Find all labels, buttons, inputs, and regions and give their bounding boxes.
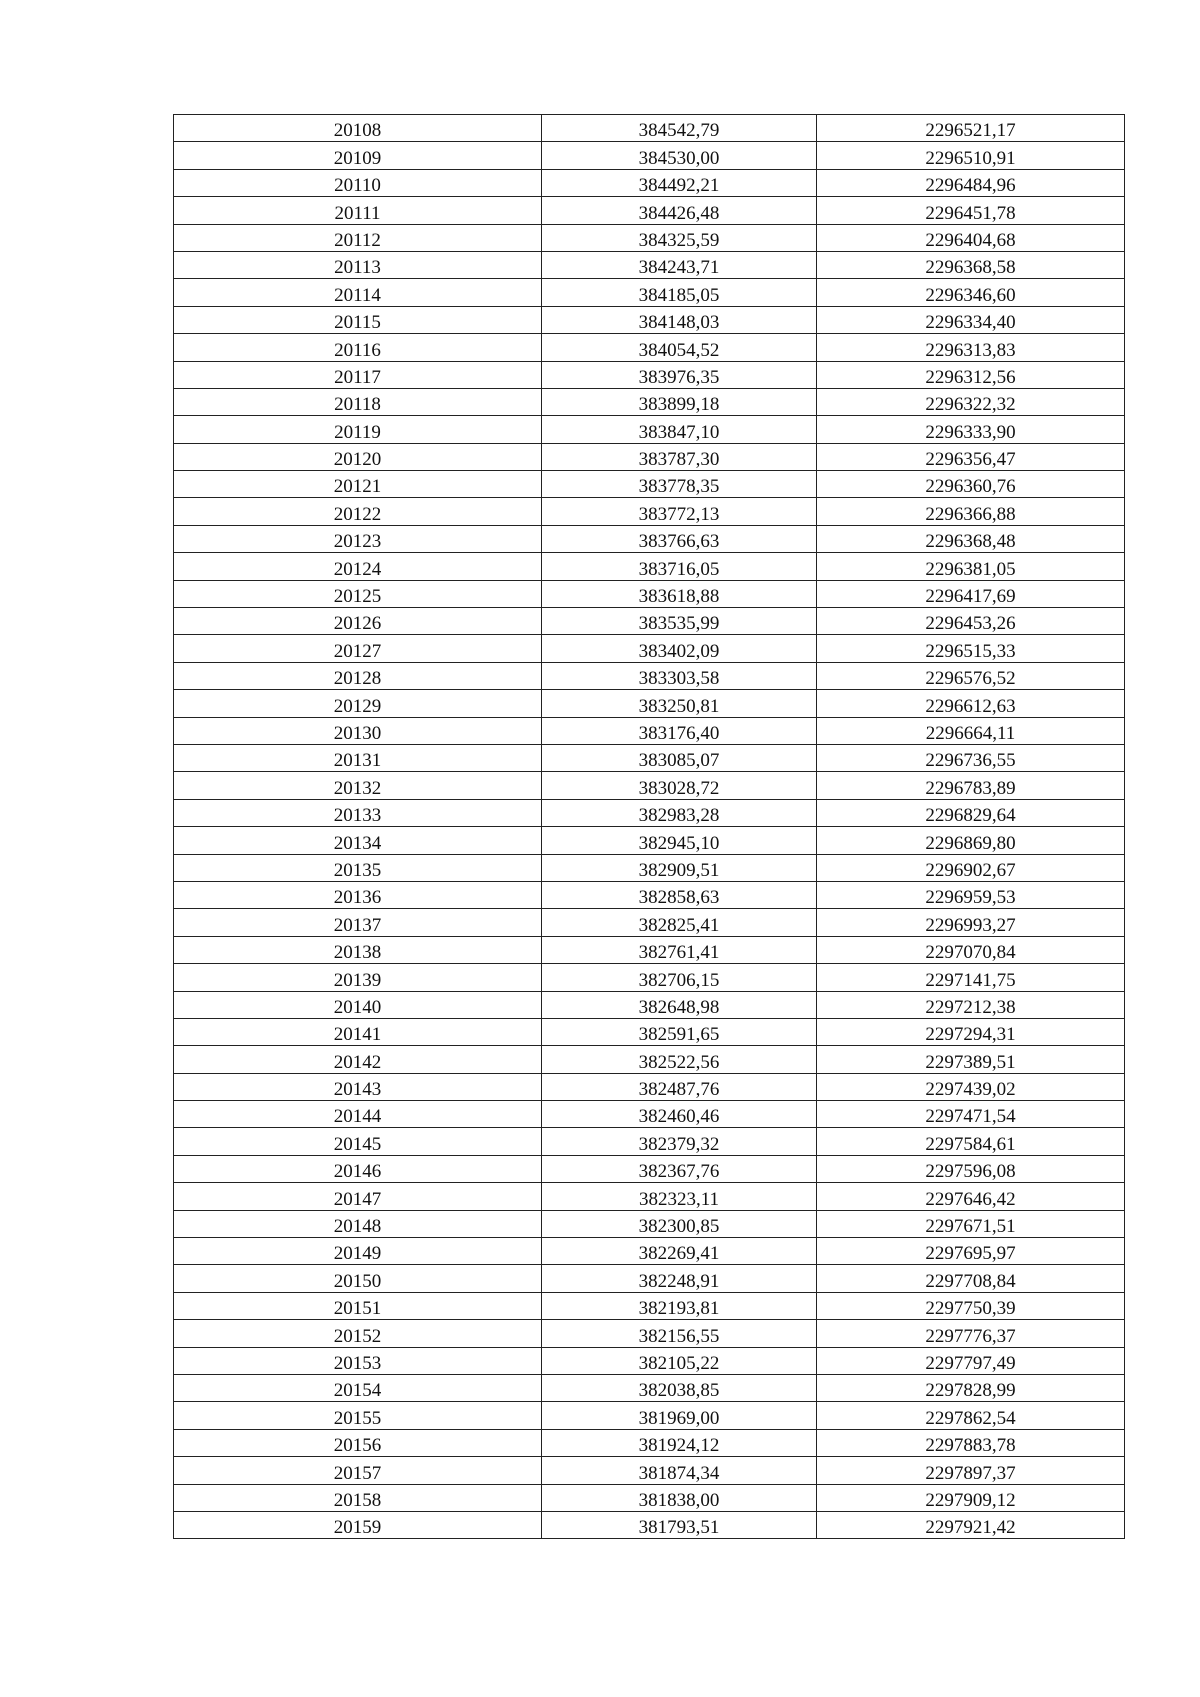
table-row (174, 1374, 1125, 1401)
table-row (174, 142, 1125, 169)
y-coordinate-cell: 2296959,53 (817, 881, 1125, 908)
point-number-cell: 20139 (174, 964, 542, 991)
x-coordinate-cell: 384492,21 (542, 169, 817, 196)
x-coordinate-cell: 383085,07 (542, 744, 817, 771)
y-coordinate-cell: 2296417,69 (817, 580, 1125, 607)
y-coordinate-cell: 2296869,80 (817, 827, 1125, 854)
point-number-cell: 20138 (174, 936, 542, 963)
x-coordinate-cell: 383766,63 (542, 525, 817, 552)
point-number-cell: 20126 (174, 608, 542, 635)
x-coordinate-cell: 382248,91 (542, 1265, 817, 1292)
y-coordinate-cell: 2296783,89 (817, 772, 1125, 799)
y-coordinate-cell: 2297776,37 (817, 1320, 1125, 1347)
x-coordinate-cell: 382300,85 (542, 1210, 817, 1237)
y-coordinate-cell: 2296360,76 (817, 471, 1125, 498)
x-coordinate-cell: 382825,41 (542, 909, 817, 936)
y-coordinate-cell: 2297750,39 (817, 1292, 1125, 1319)
table-row (174, 471, 1125, 498)
y-coordinate-cell: 2297294,31 (817, 1018, 1125, 1045)
x-coordinate-cell: 382156,55 (542, 1320, 817, 1347)
y-coordinate-cell: 2296576,52 (817, 662, 1125, 689)
x-coordinate-cell: 384054,52 (542, 334, 817, 361)
point-number-cell: 20110 (174, 169, 542, 196)
point-number-cell: 20156 (174, 1429, 542, 1456)
y-coordinate-cell: 2297797,49 (817, 1347, 1125, 1374)
y-coordinate-cell: 2296404,68 (817, 224, 1125, 251)
y-coordinate-cell: 2297921,42 (817, 1511, 1125, 1538)
table-row (174, 498, 1125, 525)
point-number-cell: 20137 (174, 909, 542, 936)
table-row (174, 964, 1125, 991)
y-coordinate-cell: 2297439,02 (817, 1073, 1125, 1100)
y-coordinate-cell: 2296356,47 (817, 443, 1125, 470)
y-coordinate-cell: 2296484,96 (817, 169, 1125, 196)
table-row (174, 334, 1125, 361)
point-number-cell: 20111 (174, 197, 542, 224)
y-coordinate-cell: 2296322,32 (817, 388, 1125, 415)
y-coordinate-cell: 2296515,33 (817, 635, 1125, 662)
x-coordinate-cell: 382761,41 (542, 936, 817, 963)
y-coordinate-cell: 2296521,17 (817, 115, 1125, 142)
table-row (174, 1320, 1125, 1347)
table-row (174, 717, 1125, 744)
x-coordinate-cell: 384148,03 (542, 306, 817, 333)
coordinates-table-body (174, 115, 1125, 1539)
x-coordinate-cell: 383976,35 (542, 361, 817, 388)
y-coordinate-cell: 2296829,64 (817, 799, 1125, 826)
table-row (174, 1292, 1125, 1319)
point-number-cell: 20142 (174, 1046, 542, 1073)
x-coordinate-cell: 382487,76 (542, 1073, 817, 1100)
x-coordinate-cell: 383176,40 (542, 717, 817, 744)
table-row (174, 1238, 1125, 1265)
y-coordinate-cell: 2296368,48 (817, 525, 1125, 552)
table-row (174, 772, 1125, 799)
point-number-cell: 20145 (174, 1128, 542, 1155)
table-row (174, 416, 1125, 443)
point-number-cell: 20146 (174, 1155, 542, 1182)
x-coordinate-cell: 384426,48 (542, 197, 817, 224)
point-number-cell: 20113 (174, 251, 542, 278)
point-number-cell: 20124 (174, 553, 542, 580)
table-row (174, 744, 1125, 771)
x-coordinate-cell: 382945,10 (542, 827, 817, 854)
y-coordinate-cell: 2297671,51 (817, 1210, 1125, 1237)
y-coordinate-cell: 2296453,26 (817, 608, 1125, 635)
coordinates-table (173, 114, 1125, 1539)
x-coordinate-cell: 382269,41 (542, 1238, 817, 1265)
x-coordinate-cell: 383847,10 (542, 416, 817, 443)
point-number-cell: 20134 (174, 827, 542, 854)
table-row (174, 854, 1125, 881)
y-coordinate-cell: 2296312,56 (817, 361, 1125, 388)
y-coordinate-cell: 2297471,54 (817, 1101, 1125, 1128)
table-row (174, 662, 1125, 689)
y-coordinate-cell: 2296736,55 (817, 744, 1125, 771)
x-coordinate-cell: 384185,05 (542, 279, 817, 306)
x-coordinate-cell: 382379,32 (542, 1128, 817, 1155)
point-number-cell: 20115 (174, 306, 542, 333)
point-number-cell: 20112 (174, 224, 542, 251)
y-coordinate-cell: 2297897,37 (817, 1457, 1125, 1484)
x-coordinate-cell: 383028,72 (542, 772, 817, 799)
table-row (174, 115, 1125, 142)
y-coordinate-cell: 2296368,58 (817, 251, 1125, 278)
x-coordinate-cell: 384530,00 (542, 142, 817, 169)
x-coordinate-cell: 382193,81 (542, 1292, 817, 1319)
x-coordinate-cell: 383787,30 (542, 443, 817, 470)
x-coordinate-cell: 383618,88 (542, 580, 817, 607)
y-coordinate-cell: 2296313,83 (817, 334, 1125, 361)
x-coordinate-cell: 384542,79 (542, 115, 817, 142)
point-number-cell: 20143 (174, 1073, 542, 1100)
point-number-cell: 20128 (174, 662, 542, 689)
table-row (174, 1101, 1125, 1128)
y-coordinate-cell: 2296993,27 (817, 909, 1125, 936)
table-row (174, 881, 1125, 908)
table-row (174, 1046, 1125, 1073)
y-coordinate-cell: 2297883,78 (817, 1429, 1125, 1456)
table-row (174, 361, 1125, 388)
point-number-cell: 20108 (174, 115, 542, 142)
x-coordinate-cell: 383535,99 (542, 608, 817, 635)
x-coordinate-cell: 383303,58 (542, 662, 817, 689)
table-row (174, 1128, 1125, 1155)
point-number-cell: 20154 (174, 1374, 542, 1401)
x-coordinate-cell: 383402,09 (542, 635, 817, 662)
point-number-cell: 20144 (174, 1101, 542, 1128)
y-coordinate-cell: 2296902,67 (817, 854, 1125, 881)
point-number-cell: 20114 (174, 279, 542, 306)
point-number-cell: 20116 (174, 334, 542, 361)
y-coordinate-cell: 2296381,05 (817, 553, 1125, 580)
table-row (174, 1429, 1125, 1456)
y-coordinate-cell: 2296451,78 (817, 197, 1125, 224)
y-coordinate-cell: 2297141,75 (817, 964, 1125, 991)
x-coordinate-cell: 382367,76 (542, 1155, 817, 1182)
x-coordinate-cell: 382983,28 (542, 799, 817, 826)
table-row (174, 936, 1125, 963)
y-coordinate-cell: 2297862,54 (817, 1402, 1125, 1429)
y-coordinate-cell: 2296612,63 (817, 690, 1125, 717)
x-coordinate-cell: 381838,00 (542, 1484, 817, 1511)
y-coordinate-cell: 2297828,99 (817, 1374, 1125, 1401)
point-number-cell: 20133 (174, 799, 542, 826)
point-number-cell: 20159 (174, 1511, 542, 1538)
y-coordinate-cell: 2297909,12 (817, 1484, 1125, 1511)
table-row (174, 197, 1125, 224)
table-row (174, 580, 1125, 607)
x-coordinate-cell: 383772,13 (542, 498, 817, 525)
x-coordinate-cell: 382105,22 (542, 1347, 817, 1374)
point-number-cell: 20131 (174, 744, 542, 771)
point-number-cell: 20141 (174, 1018, 542, 1045)
y-coordinate-cell: 2297389,51 (817, 1046, 1125, 1073)
y-coordinate-cell: 2297212,38 (817, 991, 1125, 1018)
x-coordinate-cell: 382858,63 (542, 881, 817, 908)
table-row (174, 991, 1125, 1018)
point-number-cell: 20147 (174, 1183, 542, 1210)
point-number-cell: 20129 (174, 690, 542, 717)
point-number-cell: 20132 (174, 772, 542, 799)
point-number-cell: 20125 (174, 580, 542, 607)
y-coordinate-cell: 2296346,60 (817, 279, 1125, 306)
table-row (174, 169, 1125, 196)
point-number-cell: 20151 (174, 1292, 542, 1319)
y-coordinate-cell: 2296510,91 (817, 142, 1125, 169)
point-number-cell: 20140 (174, 991, 542, 1018)
x-coordinate-cell: 382706,15 (542, 964, 817, 991)
x-coordinate-cell: 383778,35 (542, 471, 817, 498)
table-row (174, 827, 1125, 854)
point-number-cell: 20121 (174, 471, 542, 498)
point-number-cell: 20127 (174, 635, 542, 662)
point-number-cell: 20109 (174, 142, 542, 169)
point-number-cell: 20157 (174, 1457, 542, 1484)
x-coordinate-cell: 382522,56 (542, 1046, 817, 1073)
y-coordinate-cell: 2297596,08 (817, 1155, 1125, 1182)
point-number-cell: 20123 (174, 525, 542, 552)
table-row (174, 1183, 1125, 1210)
x-coordinate-cell: 381874,34 (542, 1457, 817, 1484)
table-row (174, 251, 1125, 278)
table-row (174, 608, 1125, 635)
y-coordinate-cell: 2296334,40 (817, 306, 1125, 333)
point-number-cell: 20118 (174, 388, 542, 415)
y-coordinate-cell: 2296664,11 (817, 717, 1125, 744)
point-number-cell: 20150 (174, 1265, 542, 1292)
y-coordinate-cell: 2297070,84 (817, 936, 1125, 963)
table-row (174, 1073, 1125, 1100)
y-coordinate-cell: 2296366,88 (817, 498, 1125, 525)
point-number-cell: 20149 (174, 1238, 542, 1265)
y-coordinate-cell: 2297646,42 (817, 1183, 1125, 1210)
y-coordinate-cell: 2297695,97 (817, 1238, 1125, 1265)
point-number-cell: 20135 (174, 854, 542, 881)
point-number-cell: 20130 (174, 717, 542, 744)
table-row (174, 635, 1125, 662)
table-row (174, 388, 1125, 415)
table-row (174, 553, 1125, 580)
y-coordinate-cell: 2296333,90 (817, 416, 1125, 443)
point-number-cell: 20120 (174, 443, 542, 470)
point-number-cell: 20153 (174, 1347, 542, 1374)
table-row (174, 1511, 1125, 1538)
table-row (174, 1210, 1125, 1237)
x-coordinate-cell: 382909,51 (542, 854, 817, 881)
x-coordinate-cell: 381969,00 (542, 1402, 817, 1429)
point-number-cell: 20117 (174, 361, 542, 388)
table-row (174, 1457, 1125, 1484)
x-coordinate-cell: 382460,46 (542, 1101, 817, 1128)
point-number-cell: 20158 (174, 1484, 542, 1511)
table-row (174, 1155, 1125, 1182)
point-number-cell: 20119 (174, 416, 542, 443)
table-row (174, 1265, 1125, 1292)
y-coordinate-cell: 2297584,61 (817, 1128, 1125, 1155)
x-coordinate-cell: 382591,65 (542, 1018, 817, 1045)
x-coordinate-cell: 382038,85 (542, 1374, 817, 1401)
point-number-cell: 20152 (174, 1320, 542, 1347)
x-coordinate-cell: 382323,11 (542, 1183, 817, 1210)
point-number-cell: 20136 (174, 881, 542, 908)
x-coordinate-cell: 381924,12 (542, 1429, 817, 1456)
x-coordinate-cell: 384325,59 (542, 224, 817, 251)
table-row (174, 909, 1125, 936)
y-coordinate-cell: 2297708,84 (817, 1265, 1125, 1292)
point-number-cell: 20148 (174, 1210, 542, 1237)
x-coordinate-cell: 383250,81 (542, 690, 817, 717)
point-number-cell: 20155 (174, 1402, 542, 1429)
table-row (174, 1347, 1125, 1374)
table-row (174, 799, 1125, 826)
table-row (174, 1018, 1125, 1045)
x-coordinate-cell: 381793,51 (542, 1511, 817, 1538)
table-row (174, 224, 1125, 251)
table-row (174, 279, 1125, 306)
x-coordinate-cell: 383899,18 (542, 388, 817, 415)
table-row (174, 525, 1125, 552)
table-row (174, 306, 1125, 333)
x-coordinate-cell: 384243,71 (542, 251, 817, 278)
point-number-cell: 20122 (174, 498, 542, 525)
x-coordinate-cell: 383716,05 (542, 553, 817, 580)
table-row (174, 1402, 1125, 1429)
table-row (174, 1484, 1125, 1511)
table-row (174, 443, 1125, 470)
x-coordinate-cell: 382648,98 (542, 991, 817, 1018)
table-row (174, 690, 1125, 717)
